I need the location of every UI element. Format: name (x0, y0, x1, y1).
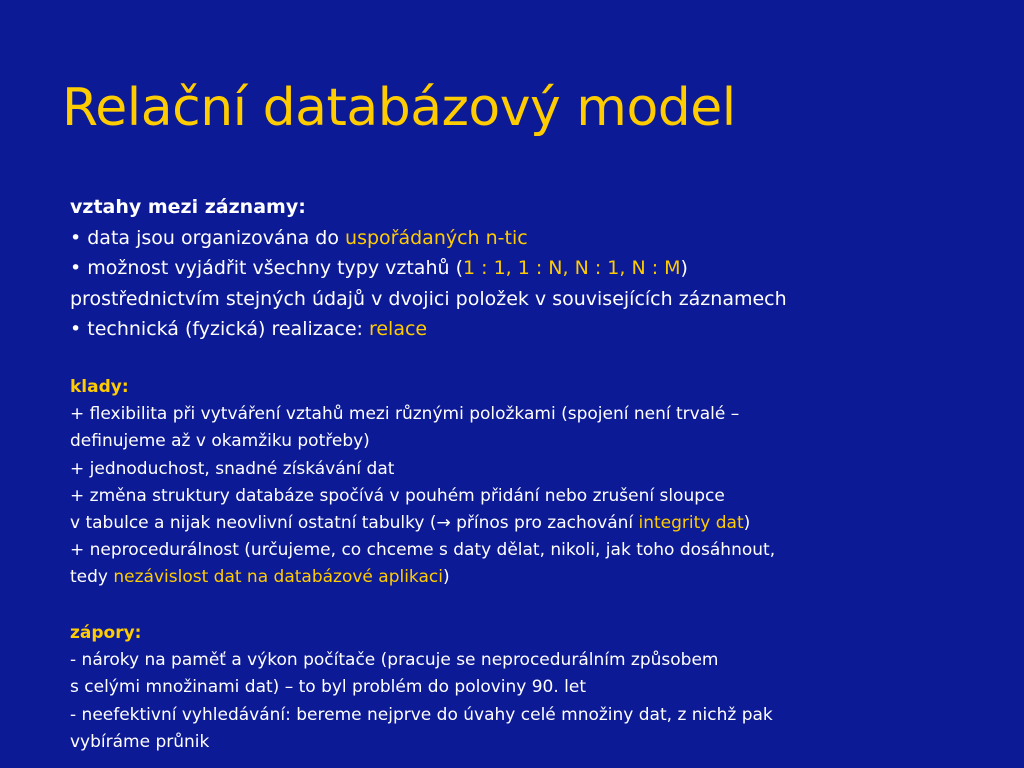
relations-heading: vztahy mezi záznamy: (70, 196, 306, 218)
pros-line-7-highlight: nezávislost dat na databázové aplikaci (113, 567, 443, 588)
pros-line-5 (70, 510, 970, 537)
relations-section (70, 192, 970, 345)
cons-line-2: s celými množinami dat) – to byl problém do poloviny 90. let (70, 677, 587, 698)
slide-title: Relační databázový model (62, 78, 736, 138)
pros-line-6: + neprocedurálnost (určujeme, co chceme s daty dělat, nikoli, jak toho dosáhnout, (70, 540, 776, 561)
relations-line-1-highlight: uspořádaných n-tic (345, 226, 528, 249)
pros-line-5-text: v tabulce a nijak neovlivní ostatní tabulky (→ přínos pro zachování (70, 513, 639, 534)
pros-line-2: definujeme až v okamžiku potřeby) (70, 431, 370, 452)
relations-line-2 (70, 253, 970, 284)
pros-line-5-highlight: integrity dat (638, 513, 744, 534)
pros-line-4: + změna struktury databáze spočívá v pouhém přidání nebo zrušení sloupce (70, 485, 725, 506)
relations-line-1-text: • data jsou organizována do (70, 226, 346, 249)
relations-line-4 (70, 314, 970, 345)
cons-line-4: vybíráme průnik (70, 731, 210, 752)
pros-line-1: + flexibilita při vytváření vztahů mezi různými položkami (spojení není trvalé – (70, 404, 740, 425)
pros-line-7-close: ) (442, 567, 450, 588)
relations-line-1 (70, 223, 970, 254)
cons-section (70, 620, 970, 756)
relations-line-3: prostřednictvím stejných údajů v dvojici položek v souvisejících záznamech (70, 287, 787, 310)
relations-line-2-close: ) (680, 257, 688, 279)
pros-section (70, 374, 970, 592)
pros-line-7-text: tedy (70, 567, 114, 588)
cons-line-1: - nároky na paměť a výkon počítače (pracuje se neprocedurálním způsobem (70, 650, 719, 671)
pros-line-5-close: ) (743, 513, 751, 534)
relations-line-2-text: • možnost vyjádřit všechny typy vztahů ( (70, 257, 463, 279)
pros-heading: klady: (70, 377, 129, 397)
cons-line-3: - neefektivní vyhledávání: bereme nejprve do úvahy celé množiny dat, z nichž pak (70, 704, 773, 725)
cons-heading: zápory: (70, 623, 142, 643)
pros-line-7 (70, 564, 970, 591)
relations-line-4-highlight: relace (368, 318, 428, 340)
relations-line-4-text: • technická (fyzická) realizace: (70, 318, 369, 340)
pros-line-3: + jednoduchost, snadné získávání dat (70, 458, 395, 479)
relations-line-2-highlight: 1 : 1, 1 : N, N : 1, N : M (463, 257, 681, 279)
